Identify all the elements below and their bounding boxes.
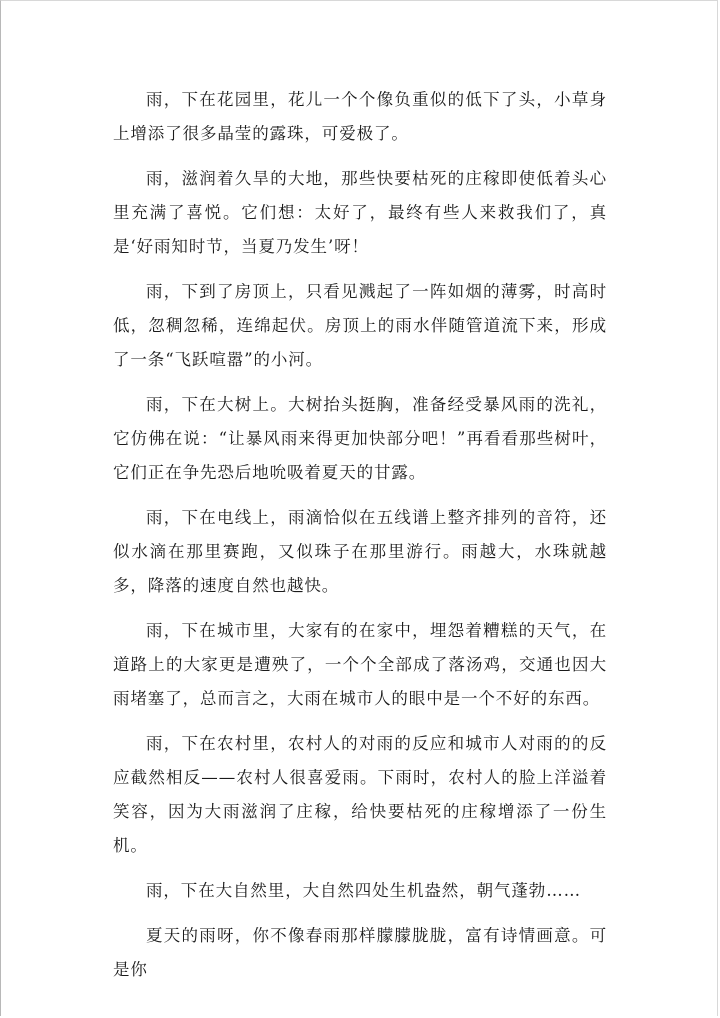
document-body bbox=[113, 83, 607, 998]
paragraph-6: 雨，下在城市里，大家有的在家中，埋怨着糟糕的天气，在道路上的大家更是遭殃了，一个个全部成了落汤鸡，交通也因大雨堵塞了，总而言之，大雨在城市人的眼中是一个不好的东西。 bbox=[113, 621, 607, 708]
paragraph-9: 夏天的雨呀，你不像春雨那样朦朦胧胧，富有诗情画意。可是你 bbox=[113, 926, 607, 979]
paragraph-3: 雨，下到了房顶上，只看见溅起了一阵如烟的薄雾，时高时低，忽稠忽稀，连绵起伏。房顶上的雨水伴随管道流下来，形成了一条“飞跃喧嚣”的小河。 bbox=[113, 282, 607, 369]
paragraph-8: 雨，下在大自然里，大自然四处生机盎然，朝气蓬勃…… bbox=[146, 881, 581, 900]
paragraph-5: 雨，下在电线上，雨滴恰似在五线谱上整齐排列的音符，还似水滴在那里赛跑，又似珠子在那里游行。雨越大，水珠就越多，降落的速度自然也越快。 bbox=[113, 508, 607, 595]
paragraph-4: 雨，下在大树上。大树抬头挺胸，准备经受暴风雨的洗礼，它仿佛在说：“让暴风雨来得更加快部分吧！”再看看那些树叶，它们正在争先恐后地吮吸着夏天的甘露。 bbox=[113, 395, 607, 482]
paragraph-7: 雨，下在农村里，农村人的对雨的反应和城市人对雨的的反应截然相反——农村人很喜爱雨。下雨时，农村人的脸上洋溢着笑容，因为大雨滋润了庄稼，给快要枯死的庄稼增添了一份生机。 bbox=[113, 734, 607, 855]
paragraph-1: 雨，下在花园里，花儿一个个像负重似的低下了头，小草身上增添了很多晶莹的露珠，可爱极了。 bbox=[113, 90, 607, 143]
paragraph-2: 雨，滋润着久旱的大地，那些快要枯死的庄稼即使低着头心里充满了喜悦。它们想：太好了，最终有些人来救我们了，真是‘好雨知时节，当夏乃发生’呀！ bbox=[113, 169, 607, 256]
